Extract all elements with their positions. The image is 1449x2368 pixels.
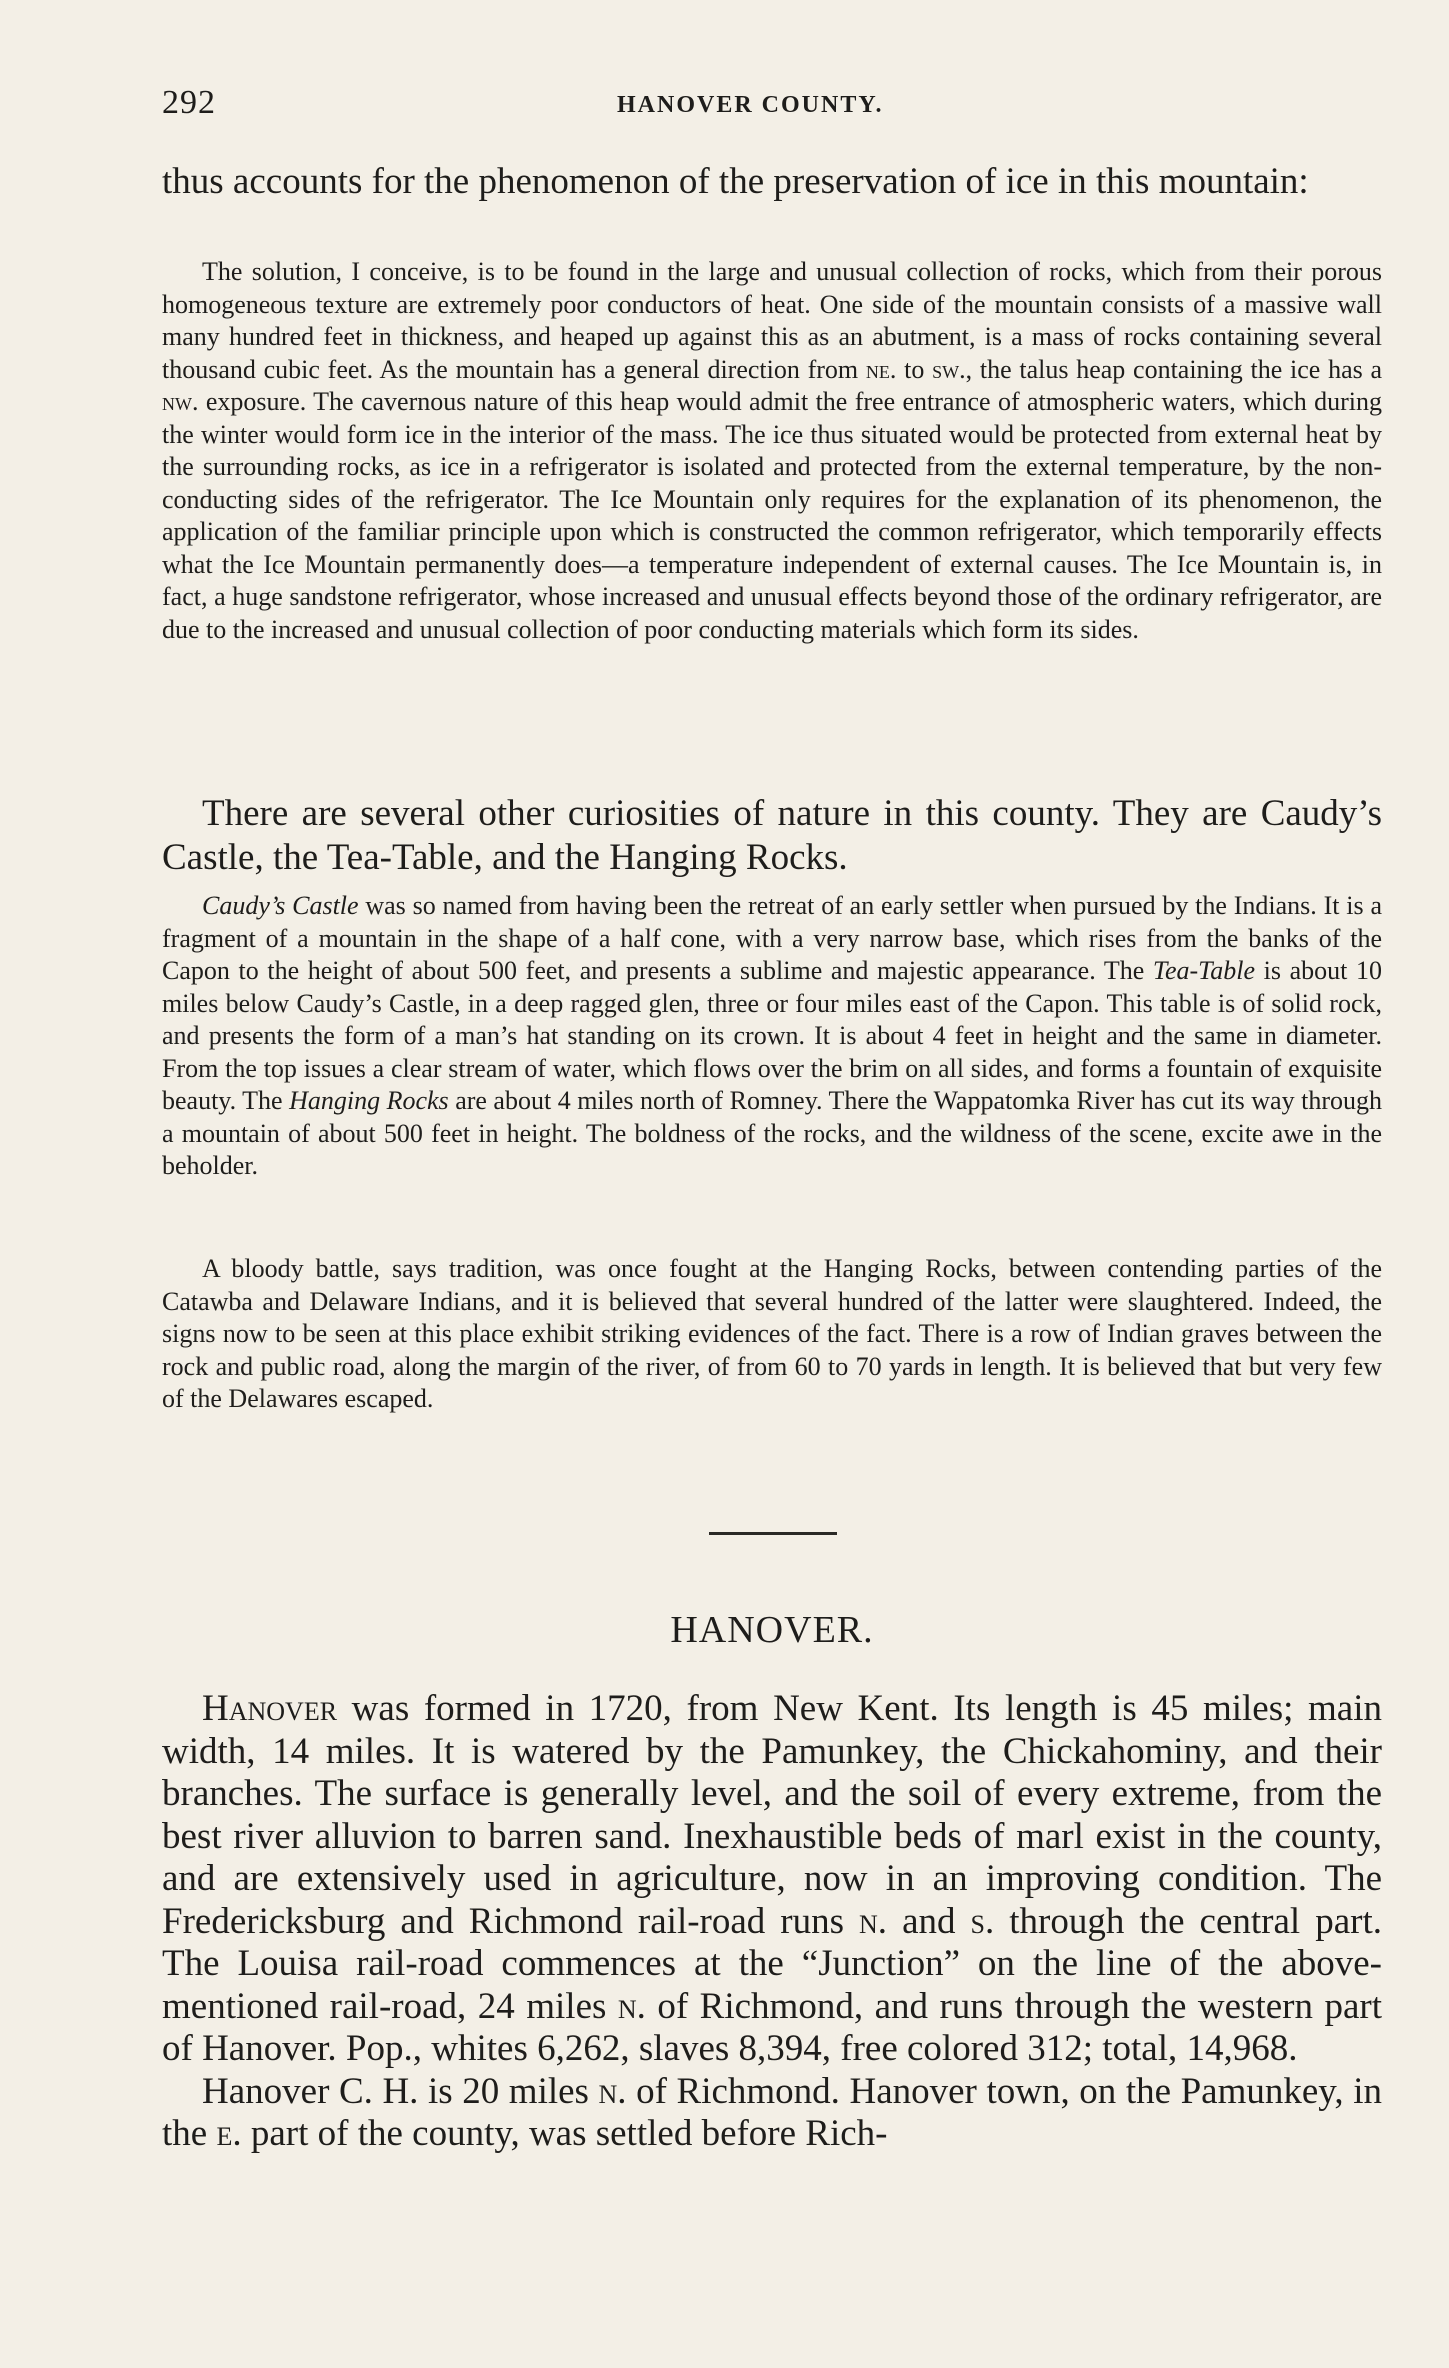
- curiosities-paragraph: [162, 792, 1382, 880]
- battle-text: A bloody battle, says tradition, was once fought at the Hanging Rocks, between contending parties of the Catawba and Delaware Indians, and it is believed that several hundred of the latter were slaughtered. Indeed, the signs now to be seen at this place exhibit striking evidences of the fact. There is a row of Indian graves between the rock and public road, along the margin of the river, of from 60 to 70 yards in length. It is believed that but very few of the Delawares escaped.: [162, 1254, 1382, 1413]
- direction-ne: ne.: [865, 354, 897, 384]
- running-head: HANOVER COUNTY.: [617, 92, 884, 118]
- hanover-paragraph: [162, 1688, 1382, 2156]
- quote-text: The solution, I conceive, is to be found in the large and unusual collection of rocks, which from their porous homogeneous texture are extremely poor conductors of heat. One side of the mountain consists of a massive wall many hundred feet in thickness, and heaped up against this as an abutment, is a mass of rocks containing several thousand cubic feet. As the mountain has a general direction from ne. to sw., the talus heap containing the ice has a nw. exposure. The cavernous nature of this heap would admit the free entrance of atmospheric waters, which during the winter would form ice in the interior of the mass. The ice thus situated would be protected from external heat by the surrounding rocks, as ice in a refrigerator is isolated and protected from the external temperature, by the non-conducting sides of the refrigerator. The Ice Mountain only requires for the explanation of its phenomenon, the application of the familiar principle upon which is constructed the common refrigerator, which temporarily effects what the Ice Mountain permanently does—a temperature independent of external causes. The Ice Mountain is, in fact, a huge sandstone refrigerator, whose increased and unusual effects beyond those of the ordinary refrigerator, are due to the increased and unusual collection of poor conducting materials which form its sides.: [162, 257, 1383, 644]
- intro-text: thus accounts for the phenomenon of the preservation of ice in this mountain:: [162, 161, 1309, 202]
- quoted-solution-paragraph: [162, 256, 1382, 646]
- page-number: 292: [162, 84, 216, 121]
- curiosities-description-paragraph: [162, 890, 1382, 1183]
- curiosities-text: There are several other curiosities of nature in this county. They are Caudy’s Castle, the Tea-Table, and the Hanging Rocks.: [162, 793, 1382, 878]
- direction-n: n.: [598, 2070, 627, 2112]
- direction-e: e.: [216, 2113, 242, 2154]
- caudys-castle-title: Caudy’s Castle: [202, 891, 359, 920]
- direction-sw: sw.: [932, 354, 966, 384]
- section-divider-rule: [709, 1532, 837, 1535]
- direction-n: n.: [617, 1985, 646, 2027]
- tea-table-title: Tea-Table: [1152, 956, 1256, 985]
- description-text: Caudy’s Castle was so named from having been the retreat of an early settler when pursued by the Indians. It is a fragment of a mountain in the shape of a half cone, with a very narrow base, which rises from the banks of the Capon to the height of about 500 feet, and presents a sublime and majestic appearance. The Tea-Table is about 10 miles below Caudy’s Castle, in a deep ragged glen, three or four miles east of the Capon. This table is of solid rock, and presents the form of a man’s hat standing on its crown. It is about 4 feet in height and the same in diameter. From the top issues a clear stream of water, which flows over the brim on all sides, and forms a fountain of exquisite beauty. The Hanging Rocks are about 4 miles north of Romney. There the Wappatomka River has cut its way through a mountain of about 500 feet in height. The boldness of the rocks, and the wildness of the scene, excite awe in the beholder.: [162, 891, 1383, 1180]
- hanover-lead-word: Hanover: [202, 1688, 338, 1729]
- hanover-text: Hanover was formed in 1720, from New Kent. Its length is 45 miles; main width, 14 miles. It is watered by the Pamunkey, the Chickahominy, and their branches. The surface is generally level, and the soil of every extreme, from the best river alluvion to barren sand. Inexhaustible beds of marl exist in the county, and are extensively used in agriculture, now in an improving condition. The Fredericksburg and Richmond rail-road runs n. and s. through the central part. The Louisa rail-road commences at the “Junction” on the line of the above-mentioned rail-road, 24 miles n. of Richmond, and runs through the western part of Hanover. Pop., whites 6,262, slaves 8,394, free colored 312; total, 14,968.: [162, 1688, 1382, 2069]
- direction-n: n.: [859, 1900, 888, 1942]
- page-header: [162, 84, 1382, 134]
- direction-s: s.: [970, 1900, 995, 1942]
- intro-paragraph: [162, 160, 1382, 204]
- battle-paragraph: [162, 1253, 1382, 1416]
- direction-nw: nw.: [162, 387, 199, 416]
- courthouse-text: Hanover C. H. is 20 miles n. of Richmond. Hanover town, on the Pamunkey, in the e. part of the county, was settled before Rich-: [162, 2070, 1382, 2154]
- section-heading: HANOVER.: [670, 1609, 874, 1651]
- hanging-rocks-title: Hanging Rocks: [289, 1086, 449, 1115]
